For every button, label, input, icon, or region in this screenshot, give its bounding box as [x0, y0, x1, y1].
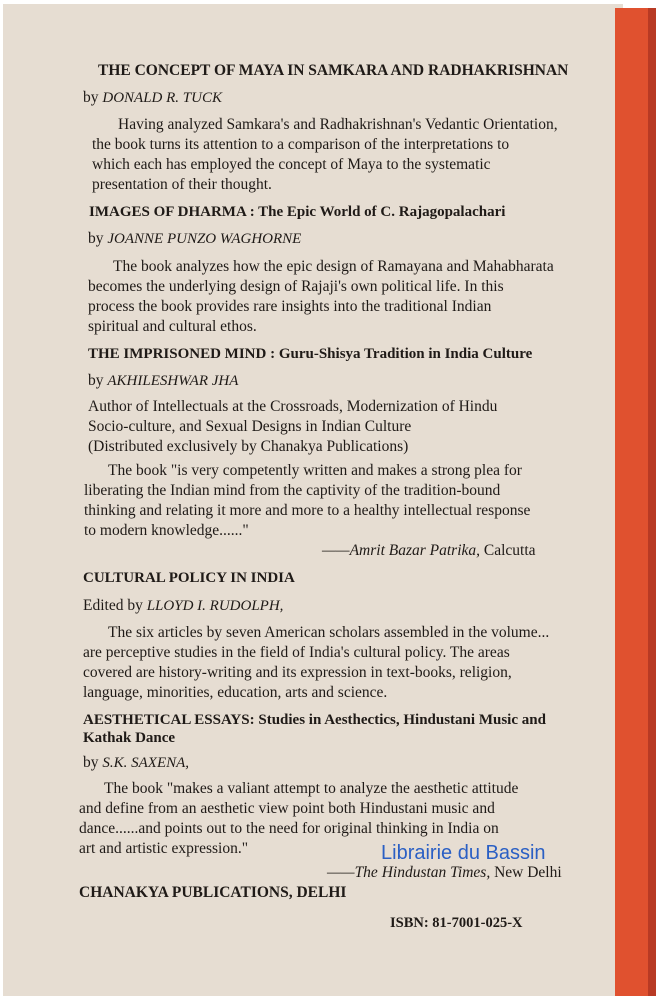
book-title: IMAGES OF DHARMA : The Epic World of C. Rajagopalachari [89, 204, 506, 220]
description-line: to modern knowledge......" [84, 522, 249, 539]
description-line: covered are history-writing and its expression in text-books, religion, [83, 664, 512, 681]
description-line: presentation of their thought. [92, 176, 272, 193]
review-place: New Delhi [494, 864, 562, 881]
description-line: Having analyzed Samkara's and Radhakrishnan's Vedantic Orientation, [118, 116, 558, 133]
review-place: Calcutta [483, 542, 536, 559]
by-word: by [83, 89, 99, 106]
isbn-number: ISBN: 81-7001-025-X [390, 915, 523, 931]
by-word: by [88, 372, 104, 389]
review-source: ——Amrit Bazar Patrika, [322, 542, 481, 559]
description-line: liberating the Indian mind from the captivity of the tradition-bound [84, 482, 501, 499]
edited-by-label [83, 597, 283, 615]
author-note-line: Socio-culture, and Sexual Designs in Indian Culture [88, 418, 412, 435]
author-note-line: (Distributed exclusively by Chanakya Publications) [88, 438, 409, 455]
description-line: and define from an aesthetic view point both Hindustani music and [79, 800, 495, 817]
review-source: ——The Hindustan Times, [327, 864, 491, 881]
description-line: becomes the underlying design of Rajaji's own political life. In this [88, 278, 504, 295]
description-line: The book "makes a valiant attempt to analyze the aesthetic attitude [104, 780, 519, 797]
by-word: by [88, 230, 104, 247]
by-word: by [83, 754, 99, 771]
book-editor: LLOYD I. RUDOLPH, [146, 598, 284, 614]
book-title: THE CONCEPT OF MAYA IN SAMKARA AND RADHAKRISHNAN [98, 62, 569, 79]
author-note-line: Author of Intellectuals at the Crossroads, Modernization of Hindu [88, 398, 498, 415]
book-title: AESTHETICAL ESSAYS: Studies in Aesthectics, Hindustani Music and [83, 712, 546, 728]
book-title: THE IMPRISONED MIND : Guru-Shisya Tradition in India Culture [88, 346, 533, 362]
edited-by-word: Edited by [83, 597, 143, 614]
review-attribution [327, 864, 562, 882]
description-line: The book analyzes how the epic design of Ramayana and Mahabharata [113, 258, 554, 275]
book-title-continued: Kathak Dance [83, 730, 176, 746]
book-title: CULTURAL POLICY IN INDIA [83, 570, 295, 586]
description-line: are perceptive studies in the field of India's cultural policy. The areas [83, 644, 510, 661]
description-line: The six articles by seven American scholars assembled in the volume... [108, 624, 550, 641]
description-line: the book turns its attention to a comparison of the interpretations to [92, 136, 510, 153]
description-line: spiritual and cultural ethos. [88, 318, 257, 335]
by-label [83, 754, 189, 772]
by-label [88, 230, 301, 248]
description-line: which each has employed the concept of Maya to the systematic [92, 156, 491, 173]
review-attribution [322, 542, 536, 560]
description-line: art and artistic expression." [79, 840, 249, 857]
book-author: DONALD R. TUCK [102, 90, 222, 106]
book-spine-edge [648, 8, 656, 996]
book-author: AKHILESHWAR JHA [107, 373, 239, 389]
description-line: thinking and relating it more and more to a healthy intellectual response [84, 502, 531, 519]
by-label [83, 89, 222, 107]
by-label [88, 372, 238, 390]
description-line: process the book provides rare insights into the traditional Indian [88, 298, 492, 315]
watermark-text: Librairie du Bassin [381, 842, 546, 864]
book-author: S.K. SAXENA, [102, 755, 190, 771]
publisher-name: CHANAKYA PUBLICATIONS, DELHI [79, 884, 347, 901]
description-line: dance......and points out to the need for original thinking in India on [79, 820, 499, 837]
description-line: language, minorities, education, arts and science. [83, 684, 388, 701]
book-author: JOANNE PUNZO WAGHORNE [107, 231, 302, 247]
description-line: The book "is very competently written and makes a strong plea for [108, 462, 522, 479]
